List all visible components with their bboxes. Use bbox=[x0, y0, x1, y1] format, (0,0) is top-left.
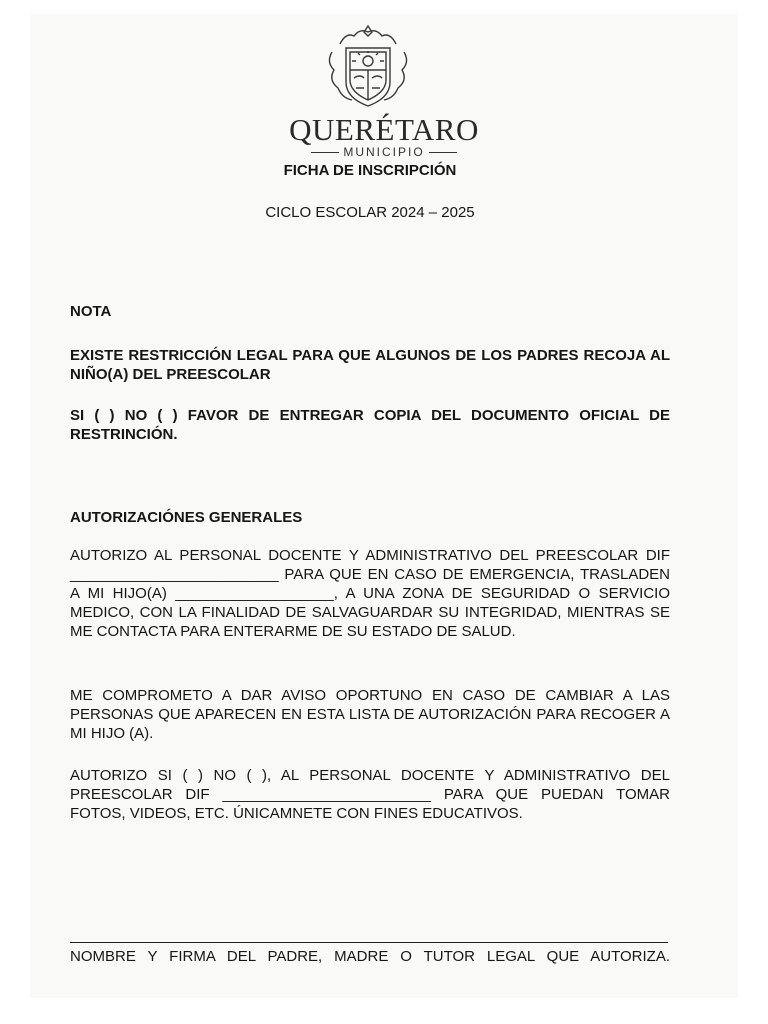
municipality-logo-sub bbox=[0, 145, 768, 159]
school-cycle: CICLO ESCOLAR 2024 – 2025 bbox=[265, 204, 475, 221]
nota-restriction: EXISTE RESTRICCIÓN LEGAL PARA QUE ALGUNOS DE LOS PADRES RECOJA AL NIÑO(A) DEL PREESCOLAR bbox=[70, 347, 670, 383]
autorizaciones-paragraph-3: AUTORIZO SI ( ) NO ( ), AL PERSONAL DOCENTE Y ADMINISTRATIVO DEL PREESCOLAR DIF _________________________ PARA QUE PUEDAN TOMAR FOTOS, VIDEOS, ETC. ÚNICAMNETE CON FINES EDUCATIVOS. bbox=[70, 767, 670, 822]
municipal-coat-of-arms-icon bbox=[320, 22, 416, 112]
autorizaciones-paragraph-2: ME COMPROMETO A DAR AVISO OPORTUNO EN CASO DE CAMBIAR A LAS PERSONAS QUE APARECEN EN ESTA LISTA DE AUTORIZACIÓN PARA RECOGER A MI HIJO (A). bbox=[70, 687, 670, 742]
nota-copy-request: SI ( ) NO ( ) FAVOR DE ENTREGAR COPIA DEL DOCUMENTO OFICIAL DE RESTRINCIÓN. bbox=[70, 407, 670, 443]
autorizaciones-heading: AUTORIZACIÓNES GENERALES bbox=[70, 509, 303, 526]
logo-rule-left bbox=[311, 152, 339, 153]
signature-label: NOMBRE Y FIRMA DEL PADRE, MADRE O TUTOR LEGAL QUE AUTORIZA. bbox=[70, 948, 670, 965]
nota-heading: NOTA bbox=[70, 303, 112, 320]
signature-line bbox=[70, 942, 668, 943]
logo-rule-right bbox=[429, 152, 457, 153]
logo-sub-text: MUNICIPIO bbox=[343, 145, 425, 159]
document-title: FICHA DE INSCRIPCIÓN bbox=[283, 162, 457, 179]
municipality-logo-word: QUERÉTARO bbox=[289, 112, 479, 147]
autorizaciones-paragraph-1: AUTORIZO AL PERSONAL DOCENTE Y ADMINISTRATIVO DEL PREESCOLAR DIF _________________________ PARA QUE EN CASO DE EMERGENCIA, TRASLADEN A MI HIJO(A) ___________________, A UNA ZONA DE SEGURIDAD O SERVICIO MEDICO, CON LA FINALIDAD DE SALVAGUARDAR SU INTEGRIDAD, MIENTRAS SE ME CONTACTA PARA ENTERARME DE SU ESTADO DE SALUD. bbox=[70, 547, 670, 640]
